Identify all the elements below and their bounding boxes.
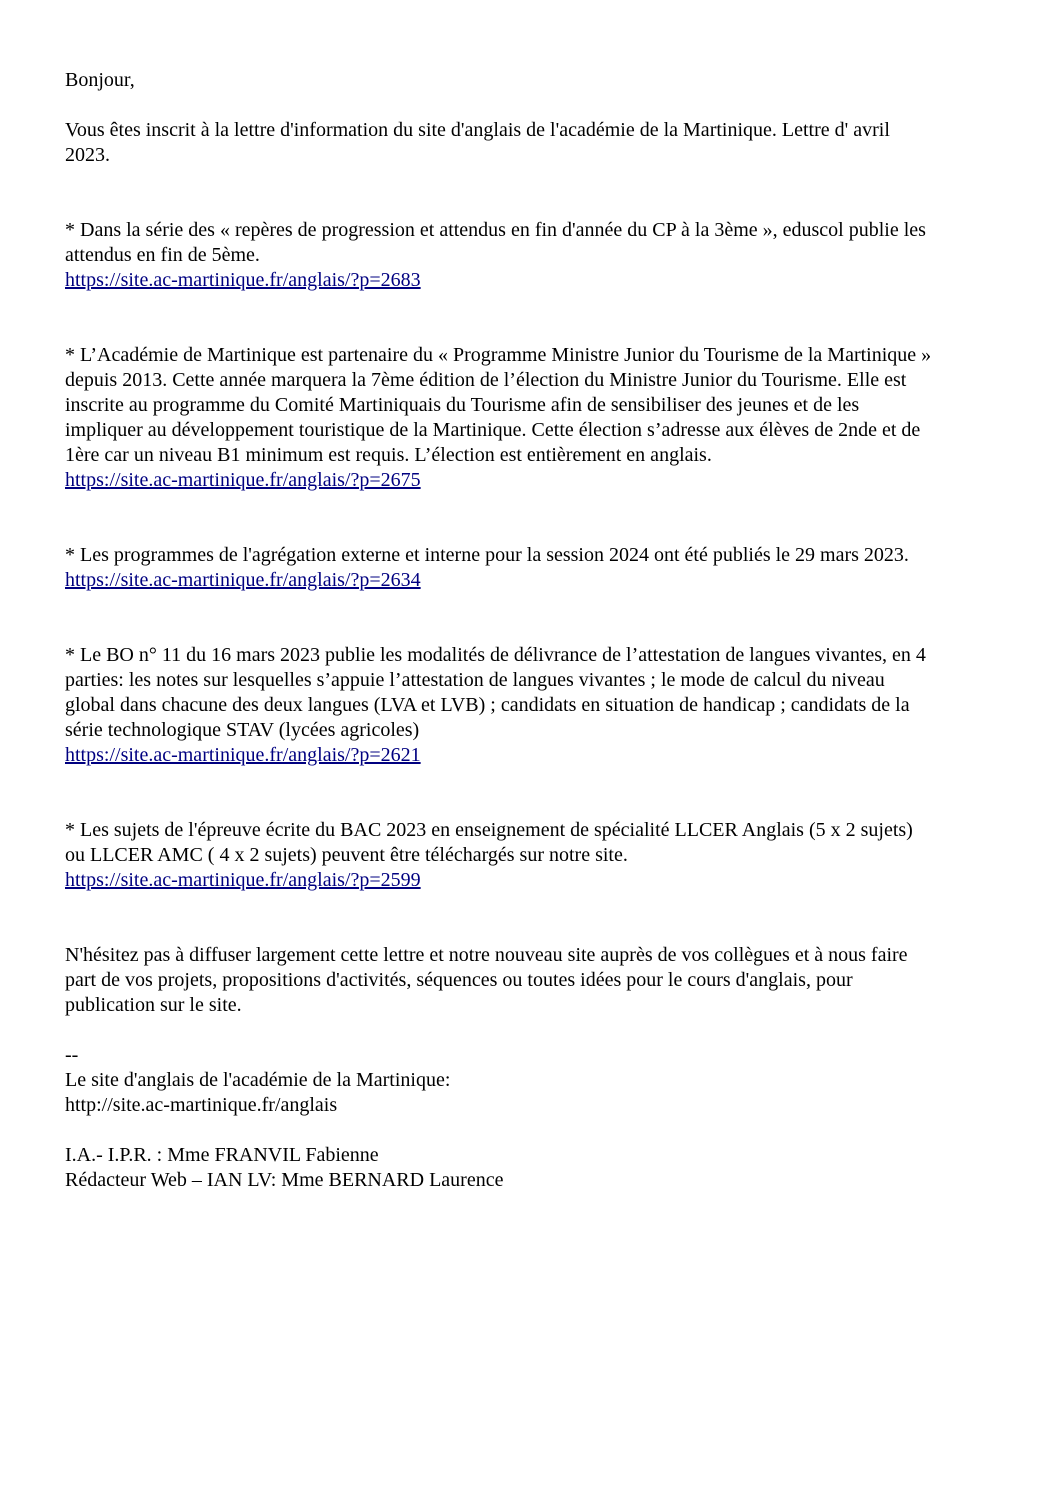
outro-line: publication sur le site.	[65, 994, 242, 1016]
greeting-paragraph	[65, 68, 1006, 93]
news-item-link[interactable]: https://site.ac-martinique.fr/anglais/?p=2599	[65, 869, 421, 891]
signature-site-url: http://site.ac-martinique.fr/anglais	[65, 1094, 338, 1116]
news-item-text-line: série technologique STAV (lycées agricoles)	[65, 719, 420, 741]
news-item-text-line: ou LLCER AMC ( 4 x 2 sujets) peuvent être téléchargés sur notre site.	[65, 844, 628, 866]
news-item-text-line: * Dans la série des « repères de progression et attendus en fin d'année du CP à la 3ème », eduscol publie les	[65, 219, 926, 241]
news-item-text-line: attendus en fin de 5ème.	[65, 244, 260, 266]
news-item-text-line: parties: les notes sur lesquelles s’appuie l’attestation de langues vivantes ; le mode de calcul du niveau	[65, 669, 885, 691]
intro-line: Vous êtes inscrit à la lettre d'information du site d'anglais de l'académie de la Martinique. Lettre d' avril	[65, 119, 890, 141]
inspector-contact-line: I.A.- I.P.R. : Mme FRANVIL Fabienne	[65, 1144, 379, 1166]
news-item-link[interactable]: https://site.ac-martinique.fr/anglais/?p=2675	[65, 469, 421, 491]
signature-site-label: Le site d'anglais de l'académie de la Martinique:	[65, 1069, 451, 1091]
contacts-block	[65, 1143, 1006, 1193]
webmaster-contact-line: Rédacteur Web – IAN LV: Mme BERNARD Laurence	[65, 1169, 504, 1191]
news-item-text-line: depuis 2013. Cette année marquera la 7ème édition de l’élection du Ministre Junior du Tourisme. Elle est	[65, 369, 907, 391]
greeting-text: Bonjour,	[65, 69, 135, 91]
news-item-text-line: global dans chacune des deux langues (LVA et LVB) ; candidats en situation de handicap ; candidats de la	[65, 694, 910, 716]
news-item-text-line: impliquer au développement touristique de la Martinique. Cette élection s’adresse aux élèves de 2nde et de	[65, 419, 921, 441]
news-item-link-line	[65, 868, 1006, 893]
news-item-link[interactable]: https://site.ac-martinique.fr/anglais/?p=2634	[65, 569, 421, 591]
news-item-link[interactable]: https://site.ac-martinique.fr/anglais/?p=2621	[65, 744, 421, 766]
news-item-tourisme	[65, 343, 1006, 493]
news-item-link-line	[65, 743, 1006, 768]
intro-paragraph	[65, 118, 1006, 168]
news-item-agregation	[65, 543, 1006, 593]
signature-separator: --	[65, 1044, 79, 1066]
outro-paragraph	[65, 943, 1006, 1018]
outro-line: N'hésitez pas à diffuser largement cette lettre et notre nouveau site auprès de vos collègues et à nous faire	[65, 944, 908, 966]
news-item-bo-attestation	[65, 643, 1006, 768]
news-item-text-line: inscrite au programme du Comité Martiniquais du Tourisme afin de sensibiliser des jeunes et de les	[65, 394, 860, 416]
news-item-link[interactable]: https://site.ac-martinique.fr/anglais/?p=2683	[65, 269, 421, 291]
news-item-bac-llcer	[65, 818, 1006, 893]
news-item-link-line	[65, 468, 1006, 493]
news-item-text-line: * L’Académie de Martinique est partenaire du « Programme Ministre Junior du Tourisme de la Martinique »	[65, 344, 932, 366]
news-item-text-line: * Les programmes de l'agrégation externe et interne pour la session 2024 ont été publiés le 29 mars 2023.	[65, 544, 909, 566]
news-item-text-line: 1ère car un niveau B1 minimum est requis. L’élection est entièrement en anglais.	[65, 444, 712, 466]
outro-line: part de vos projets, propositions d'activités, séquences ou toutes idées pour le cours d'anglais, pour	[65, 969, 853, 991]
signature-block	[65, 1043, 1006, 1118]
news-item-text-line: * Les sujets de l'épreuve écrite du BAC 2023 en enseignement de spécialité LLCER Anglais (5 x 2 sujets)	[65, 819, 913, 841]
news-item-link-line	[65, 268, 1006, 293]
news-item-link-line	[65, 568, 1006, 593]
news-item-eduscol	[65, 218, 1006, 293]
intro-line: 2023.	[65, 144, 110, 166]
news-item-text-line: * Le BO n° 11 du 16 mars 2023 publie les modalités de délivrance de l’attestation de langues vivantes, en 4	[65, 644, 926, 666]
